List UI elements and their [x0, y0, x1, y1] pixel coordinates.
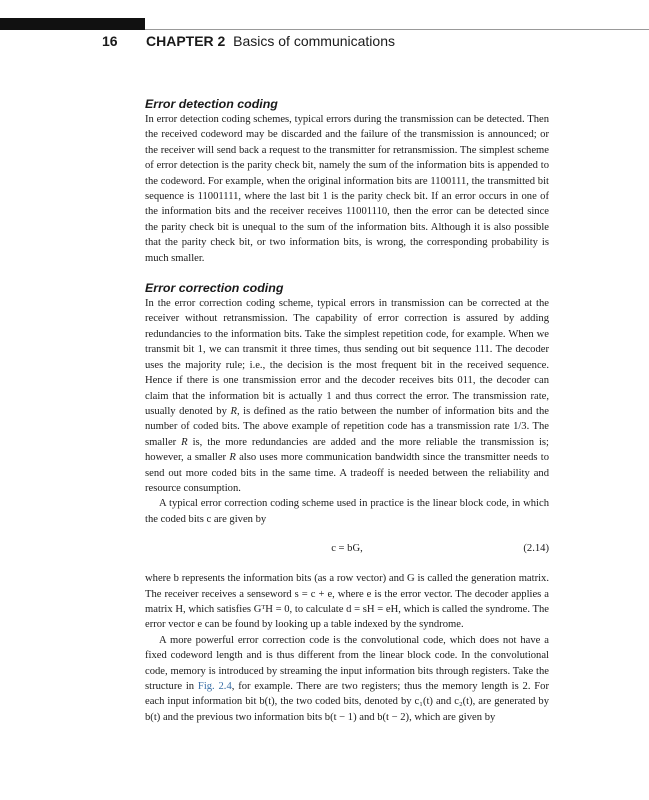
chapter-title: Basics of communications [233, 33, 395, 49]
paragraph-error-correction-1: In the error correction coding scheme, typical errors in transmission can be corrected at the receiver without retransmission. The capability of error correction is assured by adding redundancies to the information bits. Take the simplest repetition code, for example. When we transmit bit 1, we can transmit it three times, thus sending out bit sequence 111. The decoder uses the majority rule; i.e., the decision is the most frequent bit in the received sequence. Hence if there is one transmission error and the decoder receives bits 011, the decoder can claim that the information bit is actually 1 and thus correct the error. The transmission rate, usually denoted by R, is defined as the ratio between the number of information bits and the number of coded bits. The above example of repetition code has a transmission rate 1/3. The smaller R is, the more redundancies are added and the more reliable the transmission is; however, a smaller R also uses more communication bandwidth since the transmitter needs to send out more coded bits in the same time. A tradeoff is needed between the reliability and resource consumption. [145, 298, 549, 494]
equation-formula: c = bG, [331, 543, 363, 555]
equation-2-14 [145, 539, 549, 559]
paragraph-error-correction-3: where b represents the information bits (as a row vector) and G is called the generation matrix. The receiver receives a senseword s = c + e, where e is the error vector. The decoder applies a matrix H, which satisfies GᵀH = 0, to calculate d = sH = eH, which is called the syndrome. The error vector e can be found by looking up a table indexed by the syndrome. [145, 573, 549, 631]
header-bar [0, 18, 145, 30]
figure-link[interactable]: Fig. 2.4 [197, 681, 232, 692]
running-header [146, 33, 395, 49]
paragraph-error-correction-2: A typical error correction coding scheme used in practice is the linear block code, in which the coded bits c are given by [145, 498, 549, 525]
section-heading-error-correction: Error correction coding [145, 281, 284, 296]
paragraph-error-detection: In error detection coding schemes, typical errors during the transmission can be detected. Then the received codeword may be discarded and the failure of the transmission is announced; or the receiver will send back a request to the transmitter for retransmission. The simplest scheme of error detection is the parity check bit, namely the sum of the information bits is appended to the codeword. For example, when the original information bits are 1100111, the transmitted bit sequence is 11001111, where the last bit 1 is the parity check bit. If an error occurs in one of the information bits and the receiver receives 11001110, then the error can be detected since the parity check bit is unequal to the sum of the information bits. Although it is also possible that the parity check bit, or two information bits, is wrong, the corresponding probability is much smaller. [145, 114, 549, 264]
page-body [145, 96, 549, 725]
chapter-label: CHAPTER 2 [146, 33, 226, 49]
section-heading-error-detection: Error detection coding [145, 97, 278, 111]
paragraph-convolutional-code: A more powerful error correction code is the convolutional code, which does not have a fixed codeword length and is thus different from the linear block code. In the convolutional code, memory is introduced by streaming the input information bits through registers. Take the structure in Fig. 2.4, for example. There are two registers; thus the memory length is 2. For each input information bit b(t), the two coded bits, denoted by c₁(t) and c₂(t), are generated by b(t) and the previous two information bits b(t − 1) and b(t − 2), which are given by [145, 634, 549, 723]
header-rule [145, 29, 649, 30]
equation-number: (2.14) [523, 543, 549, 555]
page-number: 16 [102, 33, 118, 49]
